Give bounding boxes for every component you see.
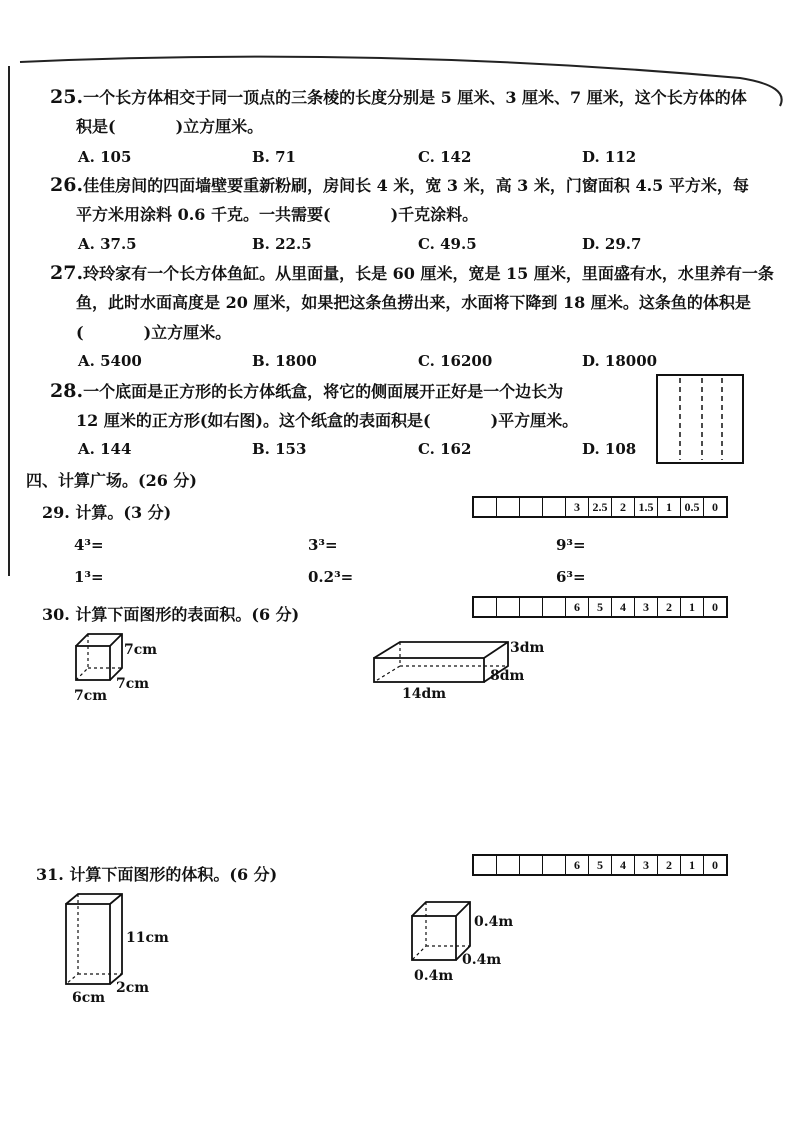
question-27-number: 27.: [50, 262, 84, 284]
score-cell[interactable]: 4: [612, 856, 635, 874]
margin-line: [8, 66, 10, 576]
score-cell[interactable]: [543, 498, 566, 516]
q31-prism-height-label: 11cm: [126, 930, 169, 946]
question-26-number: 26.: [50, 174, 84, 196]
question-26: [50, 174, 749, 197]
score-cell[interactable]: 2: [658, 856, 681, 874]
score-cell[interactable]: 3: [566, 498, 589, 516]
q25-option-a[interactable]: A. 105: [78, 148, 132, 166]
question-28-text-line1: 一个底面是正方形的长方体纸盒，将它的侧面展开正好是一个边长为: [83, 382, 564, 401]
q31-prism-figure: [64, 892, 124, 988]
score-cell[interactable]: 1.5: [635, 498, 658, 516]
q28-option-c[interactable]: C. 162: [418, 440, 472, 458]
q28-option-d[interactable]: D. 108: [582, 440, 637, 458]
q25-option-d[interactable]: D. 112: [582, 148, 637, 166]
calc-item[interactable]: 6³=: [556, 568, 586, 586]
q31-prism-depth-label: 2cm: [116, 980, 150, 996]
q29-score-box: [472, 496, 728, 518]
score-cell[interactable]: [474, 598, 497, 616]
q31-prism-width-label: 6cm: [72, 990, 106, 1006]
q26-option-a[interactable]: A. 37.5: [78, 235, 137, 253]
question-28-number: 28.: [50, 380, 84, 402]
score-cell[interactable]: 3: [635, 598, 658, 616]
score-cell[interactable]: 2: [612, 498, 635, 516]
question-27: [50, 262, 774, 285]
q31-cube-height-label: 0.4m: [474, 914, 514, 930]
q31-cube-width-label: 0.4m: [414, 968, 454, 984]
score-cell[interactable]: 0: [712, 500, 718, 514]
question-28-text-line2a: 12 厘米的正方形(如右图)。这个纸盒的表面积是(: [76, 411, 431, 430]
score-cell[interactable]: [497, 598, 520, 616]
score-cell[interactable]: 6: [566, 598, 589, 616]
question-26-text-line1: 佳佳房间的四面墙壁要重新粉刷，房间长 4 米，宽 3 米，高 3 米，门窗面积 4.5 平方米，每: [83, 176, 749, 195]
score-cell[interactable]: 0: [712, 858, 718, 872]
question-27-line2: 鱼，此时水面高度是 20 厘米，如果把这条鱼捞出来，水面将下降到 18 厘米。这条鱼的体积是: [76, 293, 751, 312]
question-27-line3: [76, 322, 231, 344]
section-4-title: 四、计算广场。(26 分): [26, 471, 197, 490]
question-30-title: 30. 计算下面图形的表面积。(6 分): [42, 605, 300, 624]
score-cell[interactable]: 0: [712, 600, 718, 614]
score-cell[interactable]: 6: [566, 856, 589, 874]
score-cell[interactable]: 5: [589, 598, 612, 616]
question-29-title: 29. 计算。(3 分): [42, 503, 172, 522]
score-cell[interactable]: [520, 598, 543, 616]
q30-cube-width-label: 7cm: [74, 688, 108, 704]
question-25: [50, 86, 747, 109]
calc-item[interactable]: 1³=: [74, 568, 104, 586]
score-cell[interactable]: [520, 498, 543, 516]
score-cell[interactable]: 1: [681, 856, 704, 874]
question-27-text-line3b: )立方厘米。: [143, 323, 232, 342]
q26-option-c[interactable]: C. 49.5: [418, 235, 477, 253]
score-cell[interactable]: [520, 856, 543, 874]
q28-option-a[interactable]: A. 144: [78, 440, 132, 458]
score-cell[interactable]: 1: [681, 598, 704, 616]
q31-score-box: [472, 854, 728, 876]
score-cell[interactable]: 5: [589, 856, 612, 874]
q26-option-b[interactable]: B. 22.5: [252, 235, 312, 253]
score-cell[interactable]: 3: [635, 856, 658, 874]
question-25-number: 25.: [50, 86, 84, 108]
calc-item[interactable]: 9³=: [556, 536, 586, 554]
question-25-text-line2a: 积是(: [76, 117, 116, 136]
question-25-text-line2b: )立方厘米。: [175, 117, 264, 136]
q30-box-width-label: 14dm: [402, 686, 447, 702]
q27-option-d[interactable]: D. 18000: [582, 352, 658, 370]
q31-cube-depth-label: 0.4m: [462, 952, 502, 968]
q27-option-c[interactable]: C. 16200: [418, 352, 493, 370]
question-26-text-line2b: )千克涂料。: [390, 205, 479, 224]
question-27-text-line3a: (: [76, 323, 84, 342]
q25-option-b[interactable]: B. 71: [252, 148, 296, 166]
q25-option-c[interactable]: C. 142: [418, 148, 472, 166]
calc-item[interactable]: 0.2³=: [308, 568, 354, 586]
q30-cube-depth-label: 7cm: [116, 676, 150, 692]
calc-item[interactable]: 3³=: [308, 536, 338, 554]
score-cell[interactable]: [474, 856, 497, 874]
question-25-line2: [76, 116, 263, 138]
calc-item[interactable]: 4³=: [74, 536, 104, 554]
score-cell[interactable]: 2: [658, 598, 681, 616]
question-26-text-line2a: 平方米用涂料 0.6 千克。一共需要(: [76, 205, 331, 224]
question-28: [50, 380, 563, 403]
q27-option-a[interactable]: A. 5400: [78, 352, 142, 370]
q30-cube-height-label: 7cm: [124, 642, 158, 658]
score-cell[interactable]: [497, 856, 520, 874]
question-27-text-line1: 玲玲家有一个长方体鱼缸。从里面量，长是 60 厘米，宽是 15 厘米，里面盛有水，水里养有一条: [83, 264, 774, 283]
question-25-text-line1: 一个长方体相交于同一顶点的三条棱的长度分别是 5 厘米、3 厘米、7 厘米，这个长方体的体: [83, 88, 747, 107]
score-cell[interactable]: [543, 598, 566, 616]
q30-score-box: [472, 596, 728, 618]
score-cell[interactable]: 1: [658, 498, 681, 516]
q28-unfolded-square-figure: [656, 374, 746, 466]
q30-box-height-label: 3dm: [510, 640, 545, 656]
score-cell[interactable]: 2.5: [589, 498, 612, 516]
question-26-line2: [76, 204, 478, 226]
q26-option-d[interactable]: D. 29.7: [582, 235, 642, 253]
question-28-line2: [76, 410, 578, 432]
score-cell[interactable]: 4: [612, 598, 635, 616]
q28-option-b[interactable]: B. 153: [252, 440, 307, 458]
question-31-title: 31. 计算下面图形的体积。(6 分): [36, 865, 278, 884]
score-cell[interactable]: [497, 498, 520, 516]
q27-option-b[interactable]: B. 1800: [252, 352, 317, 370]
question-28-text-line2b: )平方厘米。: [490, 411, 579, 430]
q30-box-depth-label: 8dm: [490, 668, 525, 684]
score-cell[interactable]: [474, 498, 497, 516]
score-cell[interactable]: 0.5: [681, 498, 704, 516]
score-cell[interactable]: [543, 856, 566, 874]
